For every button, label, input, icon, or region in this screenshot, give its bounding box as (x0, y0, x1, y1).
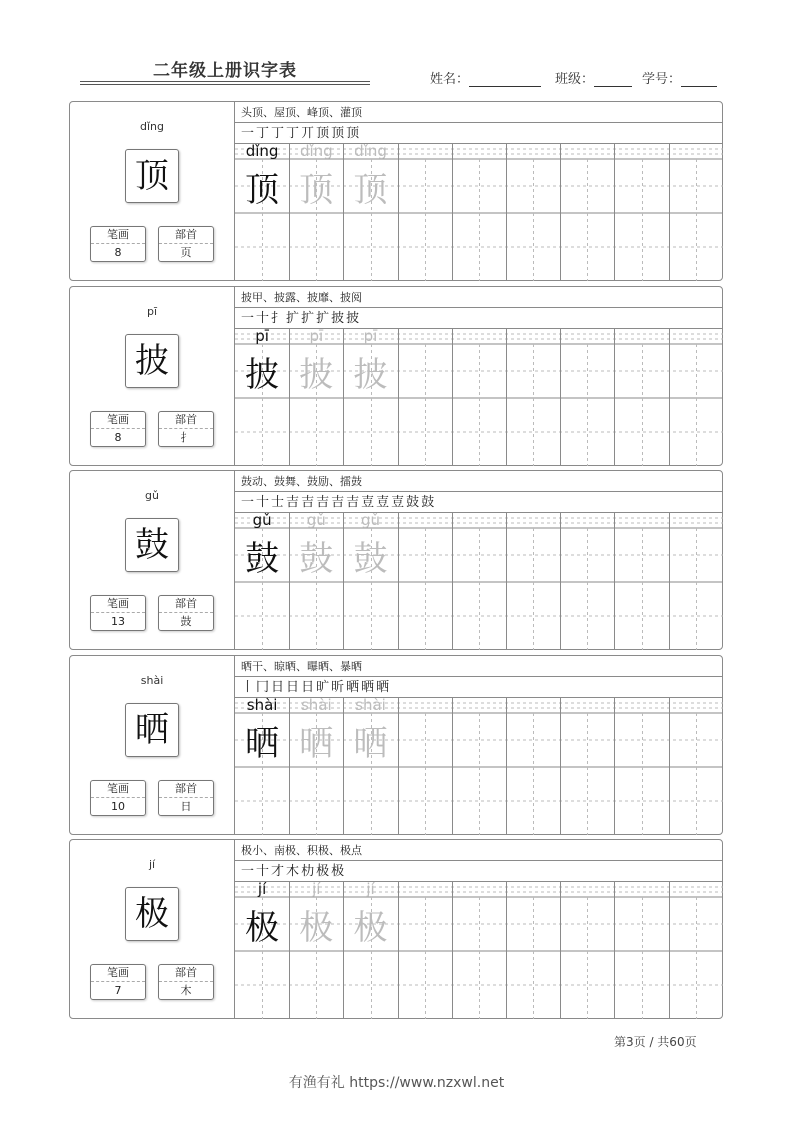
stroke-step: 丁 (271, 126, 285, 141)
stroke-count-value: 13 (111, 615, 125, 628)
stroke-step: 一 (241, 864, 255, 879)
radical-value: 页 (180, 246, 192, 259)
char-box: 鼓 (125, 518, 179, 572)
stroke-step: 才 (271, 864, 285, 879)
name-blank[interactable] (469, 74, 541, 87)
stroke-count-box (90, 411, 146, 447)
radical-label: 部首 (159, 596, 213, 613)
stroke-count-label: 笔画 (91, 596, 145, 613)
char-trace: 披 (353, 355, 388, 395)
stroke-step: 吉 (331, 495, 345, 510)
practice-grid (235, 329, 723, 466)
stroke-step: 丌 (301, 126, 315, 141)
stroke-step: 扩 (301, 311, 315, 326)
stroke-step: 扌 (271, 311, 285, 326)
stroke-step: 丨 (241, 680, 255, 695)
stroke-step: 扩 (286, 311, 300, 326)
stroke-step: 扩 (316, 311, 330, 326)
char-info-panel (70, 840, 235, 1018)
practice-grid (235, 144, 723, 281)
char-trace: 顶 (353, 170, 388, 210)
radical-box (158, 595, 214, 631)
char-trace: 鼓 (299, 539, 334, 579)
class-field (555, 68, 632, 87)
stroke-step: 顶 (316, 126, 330, 141)
char-box: 极 (125, 887, 179, 941)
stroke-step: 吉 (301, 495, 315, 510)
word-examples: 头顶、屋顶、峰顶、灌顶 (235, 102, 723, 123)
pinyin-trace: shài (300, 698, 332, 714)
radical-box (158, 411, 214, 447)
stroke-count-value: 7 (114, 984, 122, 997)
radical-box (158, 964, 214, 1000)
stroke-order (235, 492, 723, 513)
class-blank[interactable] (594, 74, 632, 87)
char-card (69, 286, 723, 466)
pinyin-trace: jí (312, 882, 321, 898)
stroke-step: 顶 (346, 126, 360, 141)
practice-grid (235, 698, 723, 835)
stroke-count-label: 笔画 (91, 965, 145, 982)
stroke-step: 一 (241, 126, 255, 141)
radical-label: 部首 (159, 227, 213, 244)
stroke-step: 日 (301, 680, 315, 695)
stroke-count-label: 笔画 (91, 227, 145, 244)
radical-label: 部首 (159, 781, 213, 798)
pinyin-trace: pī (363, 329, 378, 345)
char-trace: 披 (299, 355, 334, 395)
stroke-count-value: 10 (111, 800, 125, 813)
number-blank[interactable] (681, 74, 717, 87)
stroke-step: 晒 (376, 680, 390, 695)
stroke-step: 十 (256, 864, 270, 879)
stroke-step: 日 (286, 680, 300, 695)
stroke-step: 日 (271, 680, 285, 695)
stroke-step: 披 (331, 311, 345, 326)
pinyin-trace: dǐng (299, 144, 333, 160)
char-box: 披 (125, 334, 179, 388)
stroke-step: 壴 (391, 495, 405, 510)
char-trace: 顶 (299, 170, 334, 210)
pinyin-model: gǔ (252, 513, 272, 529)
stroke-order (235, 861, 723, 882)
stroke-step: 极 (316, 864, 330, 879)
stroke-step: 晒 (346, 680, 360, 695)
stroke-step: 鼓 (406, 495, 420, 510)
pinyin-label: gǔ (145, 489, 159, 502)
stroke-count-value: 8 (114, 431, 122, 444)
practice-grid (235, 513, 723, 650)
char-trace: 晒 (299, 724, 334, 764)
stroke-order (235, 123, 723, 144)
char-trace: 晒 (353, 724, 388, 764)
stroke-step: 一 (241, 495, 255, 510)
radical-label: 部首 (159, 412, 213, 429)
pinyin-trace: jí (366, 882, 375, 898)
stroke-step: 旷 (316, 680, 330, 695)
stroke-count-label: 笔画 (91, 412, 145, 429)
pinyin-model: pī (255, 329, 269, 345)
stroke-step: 吉 (316, 495, 330, 510)
stroke-count-box (90, 595, 146, 631)
pinyin-label: dǐng (140, 120, 164, 133)
stroke-count-box (90, 226, 146, 262)
stroke-count-box (90, 780, 146, 816)
char-trace: 极 (353, 908, 388, 948)
stroke-step: 士 (271, 495, 285, 510)
practice-grid (235, 882, 723, 1019)
radical-value: 鼓 (180, 615, 192, 628)
name-label: 姓名： (430, 72, 470, 87)
word-examples: 鼓动、鼓舞、鼓励、擂鼓 (235, 471, 723, 492)
pinyin-trace: shài (355, 698, 386, 714)
pinyin-model: dǐng (245, 144, 279, 160)
char-model: 晒 (245, 724, 280, 764)
stroke-step: 十 (256, 311, 270, 326)
stroke-order (235, 308, 723, 329)
stroke-step: 木 (286, 864, 300, 879)
radical-box (158, 780, 214, 816)
char-card (69, 655, 723, 835)
stroke-step: 吉 (346, 495, 360, 510)
stroke-step: 十 (256, 495, 270, 510)
radical-value: 扌 (180, 431, 192, 444)
word-examples: 极小、南极、积极、极点 (235, 840, 723, 861)
stroke-step: 壴 (376, 495, 390, 510)
radical-box (158, 226, 214, 262)
stroke-step: 壴 (361, 495, 375, 510)
char-model: 顶 (245, 170, 280, 210)
stroke-step: 吉 (286, 495, 300, 510)
char-card (69, 101, 723, 281)
pinyin-label: jí (148, 858, 156, 871)
char-trace: 鼓 (353, 539, 388, 579)
stroke-step: 披 (346, 311, 360, 326)
pinyin-trace: gǔ (306, 513, 326, 529)
char-card (69, 839, 723, 1019)
number-field (642, 68, 717, 87)
stroke-step: 丁 (286, 126, 300, 141)
stroke-step: 极 (331, 864, 345, 879)
char-model: 披 (245, 355, 280, 395)
stroke-step: 鼓 (421, 495, 435, 510)
char-box: 晒 (125, 703, 179, 757)
stroke-order (235, 677, 723, 698)
word-examples: 披甲、披露、披靡、披阅 (235, 287, 723, 308)
radical-label: 部首 (159, 965, 213, 982)
page-title: 二年级上册识字表 (153, 61, 297, 81)
stroke-count-value: 8 (114, 246, 122, 259)
char-model: 鼓 (245, 539, 280, 579)
char-info-panel (70, 471, 235, 649)
number-label: 学号： (642, 72, 682, 87)
page-number: 第3页 / 共60页 (614, 1035, 697, 1049)
pinyin-label: pī (146, 305, 158, 318)
char-model: 极 (245, 908, 280, 948)
name-field (430, 68, 541, 87)
pinyin-trace: pī (309, 329, 324, 345)
stroke-step: 昕 (331, 680, 345, 695)
pinyin-model: jí (257, 882, 267, 898)
char-box: 顶 (125, 149, 179, 203)
stroke-step: 一 (241, 311, 255, 326)
class-label: 班级： (555, 72, 595, 87)
stroke-count-box (90, 964, 146, 1000)
stroke-step: 冂 (256, 680, 270, 695)
stroke-count-label: 笔画 (91, 781, 145, 798)
char-info-panel (70, 656, 235, 834)
char-trace: 极 (299, 908, 334, 948)
title-underline-2 (80, 84, 370, 85)
char-info-panel (70, 287, 235, 465)
stroke-step: 丁 (256, 126, 270, 141)
title-underline (80, 81, 370, 82)
pinyin-model: shài (246, 698, 278, 714)
char-info-panel (70, 102, 235, 280)
pinyin-trace: dǐng (354, 144, 387, 160)
stroke-step: 晒 (361, 680, 375, 695)
pinyin-trace: gǔ (360, 513, 381, 529)
char-card (69, 470, 723, 650)
stroke-step: 顶 (331, 126, 345, 141)
radical-value: 日 (180, 800, 192, 813)
stroke-step: 朸 (301, 864, 315, 879)
radical-value: 木 (180, 984, 192, 997)
watermark: 有渔有礼 https://www.nzxwl.net (288, 1075, 505, 1091)
word-examples: 晒干、晾晒、曝晒、暴晒 (235, 656, 723, 677)
pinyin-label: shài (140, 674, 164, 687)
